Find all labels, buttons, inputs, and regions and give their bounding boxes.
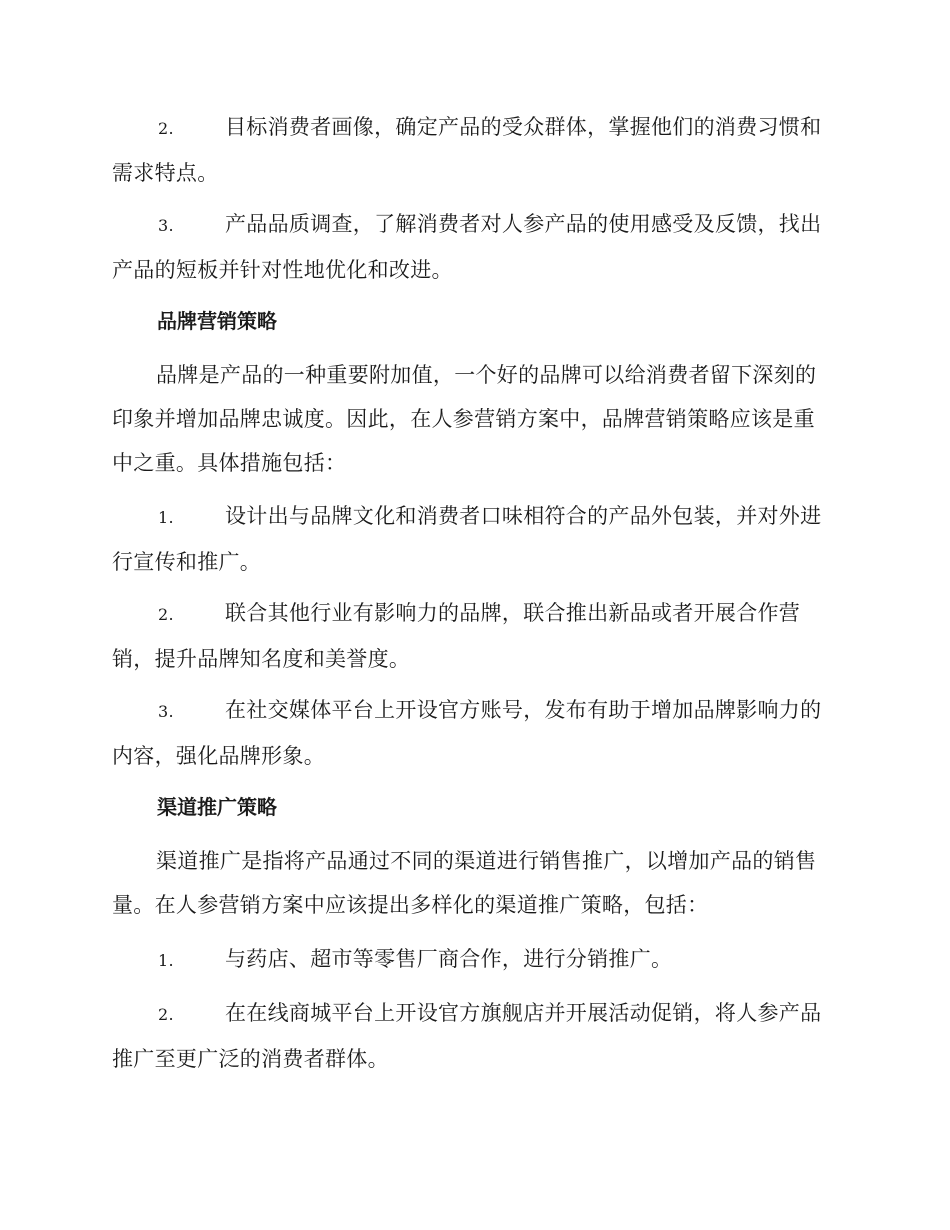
list-text: 目标消费者画像，确定产品的受众群体，掌握他们的消费习惯和需求特点。 (112, 115, 822, 185)
list-item (112, 937, 836, 983)
list-number: 1. (158, 951, 174, 970)
list-item (112, 202, 836, 292)
list-number: 3. (158, 216, 174, 235)
section-heading-brand: 品牌营销策略 (157, 309, 277, 333)
list-text: 联合其他行业有影响力的品牌，联合推出新品或者开展合作营销，提升品牌知名度和美誉度。 (112, 601, 801, 671)
list-number: 1. (158, 508, 174, 527)
list-number: 3. (158, 702, 174, 721)
list-item (112, 494, 836, 584)
list-text: 在在线商城平台上开设官方旗舰店并开展活动促销，将人参产品推广至更广泛的消费者群体。 (112, 1001, 822, 1071)
list-item (112, 688, 836, 778)
list-item (112, 591, 836, 681)
list-text: 在社交媒体平台上开设官方账号，发布有助于增加品牌影响力的内容，强化品牌形象。 (112, 698, 822, 768)
list-number: 2. (158, 1005, 174, 1024)
paragraph-channel: 渠道推广是指将产品通过不同的渠道进行销售推广，以增加产品的销售量。在人参营销方案中应该提出多样化的渠道推广策略，包括： (112, 849, 817, 917)
list-number: 2. (158, 605, 174, 624)
section-heading-channel: 渠道推广策略 (157, 795, 277, 819)
list-text: 产品品质调查，了解消费者对人参产品的使用感受及反馈，找出产品的短板并针对性地优化和改进。 (112, 212, 822, 282)
list-text: 设计出与品牌文化和消费者口味相符合的产品外包装，并对外进行宣传和推广。 (112, 504, 822, 574)
paragraph-brand: 品牌是产品的一种重要附加值，一个好的品牌可以给消费者留下深刻的印象并增加品牌忠诚度。因此，在人参营销方案中，品牌营销策略应该是重中之重。具体措施包括： (112, 363, 817, 475)
list-number: 2. (158, 119, 174, 138)
list-item (112, 991, 836, 1081)
list-item (112, 105, 836, 195)
list-text: 与药店、超市等零售厂商合作，进行分销推广。 (225, 947, 673, 971)
